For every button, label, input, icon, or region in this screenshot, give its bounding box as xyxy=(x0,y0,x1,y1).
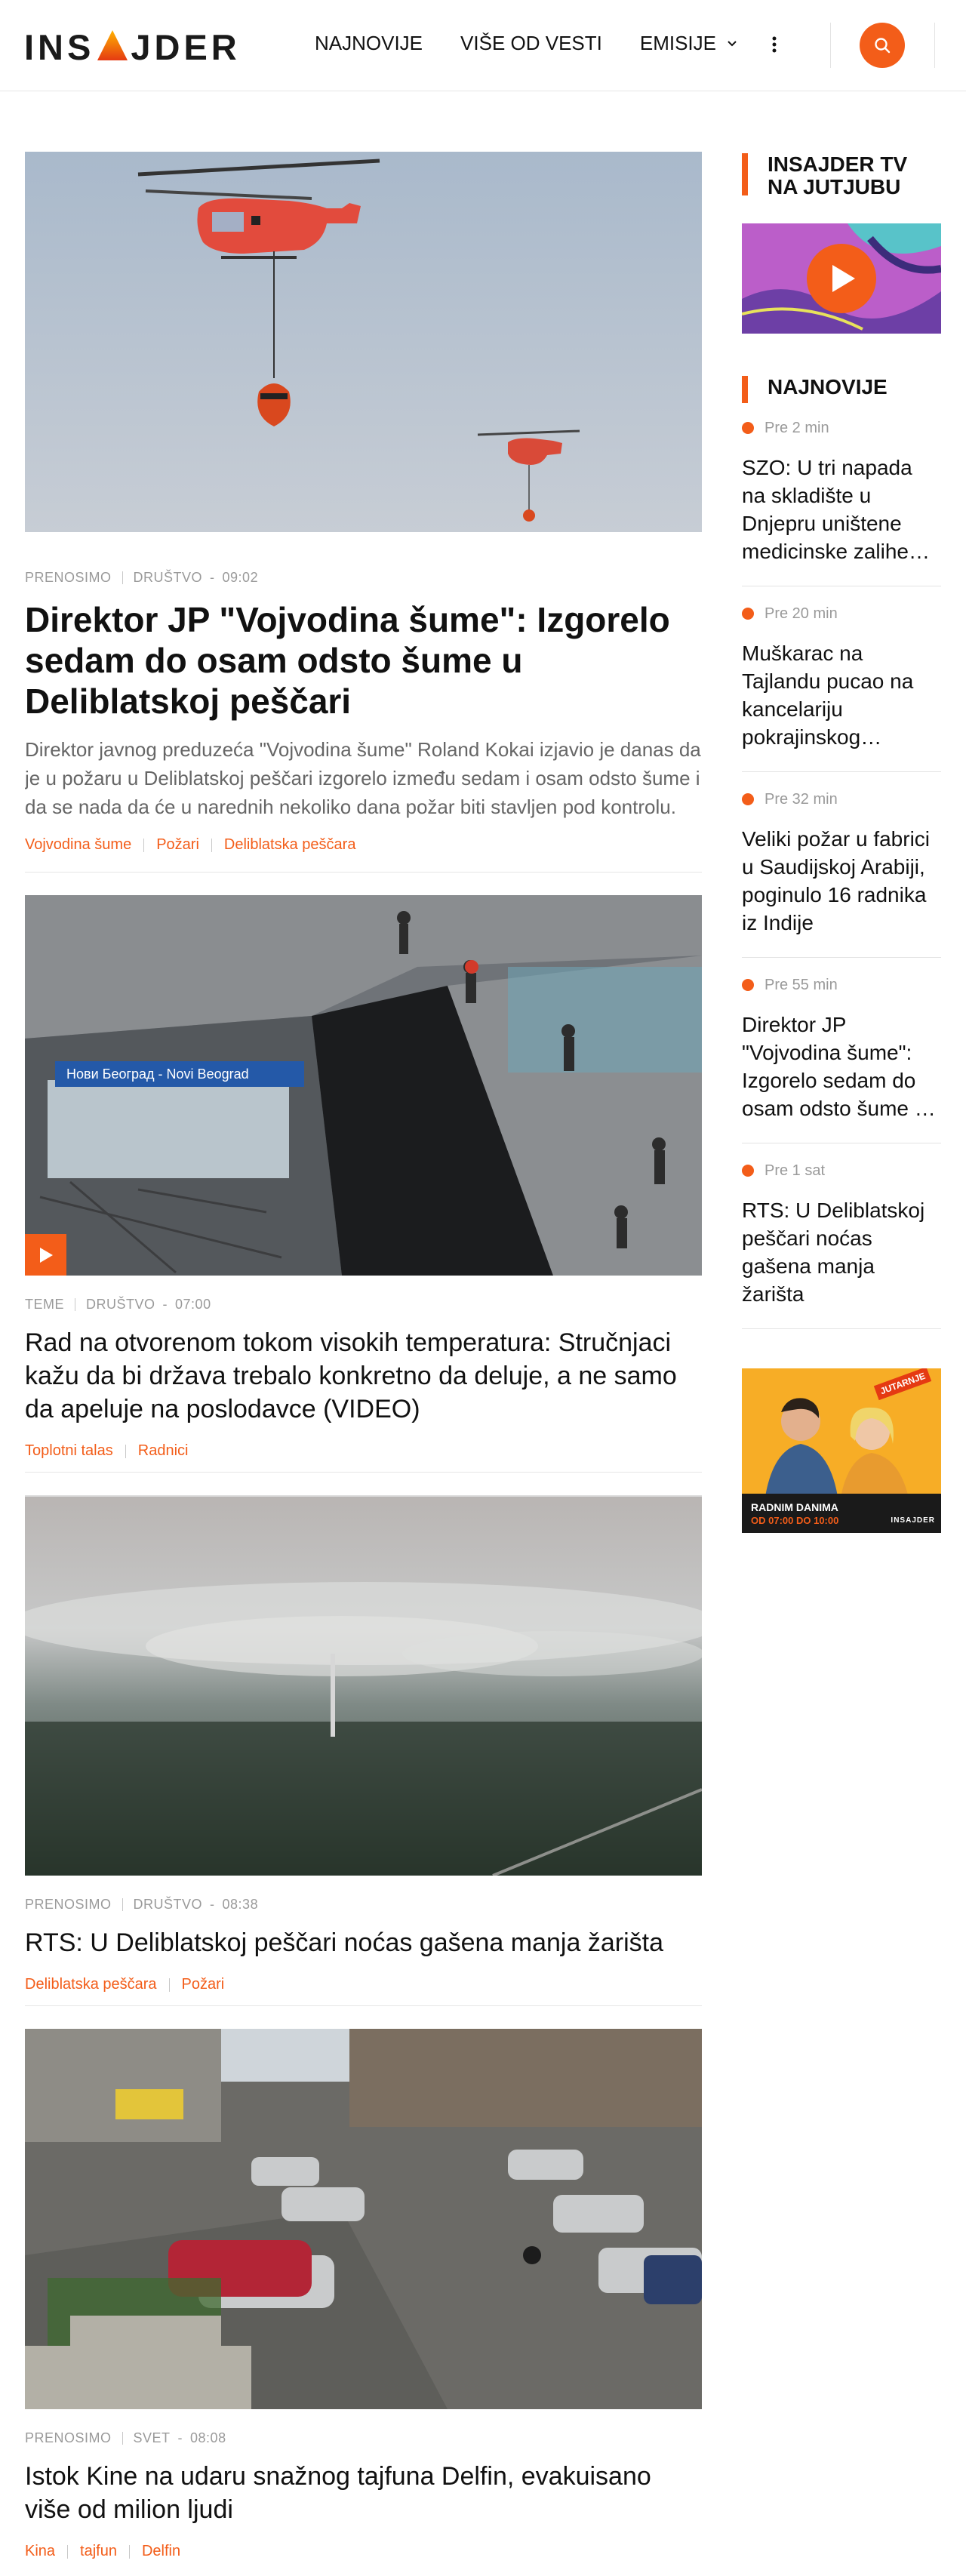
promo-line-2: OD 07:00 DO 10:00 xyxy=(751,1515,839,1526)
site-logo[interactable] xyxy=(24,27,241,66)
article-card xyxy=(25,2029,702,2560)
article-meta: TEME DRUŠTVO - 07:00 xyxy=(25,1297,211,1312)
article-card xyxy=(25,1495,702,1993)
news-title[interactable]: SZO: U tri napada na skladište u Dnjepru uništene medicinske zalihe xyxy=(742,456,912,563)
news-time: Pre 20 min xyxy=(764,605,838,622)
article-kicker[interactable]: TEME xyxy=(25,1297,65,1312)
news-title[interactable]: Veliki požar u fabrici u Saudijskoj Arabiji, poginulo 16 radnika iz Indije xyxy=(742,827,931,934)
sidebar-latest-heading xyxy=(742,376,941,403)
article-kicker[interactable]: PRENOSIMO xyxy=(25,570,112,585)
promo-line-1: RADNIM DANIMA xyxy=(751,1501,838,1513)
article-title[interactable]: Direktor JP "Vojvodina šume": Izgorelo sedam do osam odsto šume u Deliblatskoj peščari xyxy=(25,600,670,721)
news-dot-icon xyxy=(742,608,754,620)
sidebar-tv-title[interactable]: INSAJDER TV NA JUTJUBU xyxy=(768,152,908,199)
morning-show-promo[interactable] xyxy=(742,1368,941,1533)
latest-news-item[interactable] xyxy=(742,605,941,772)
header-divider xyxy=(830,23,831,68)
article-tags xyxy=(25,2543,702,2560)
news-time: Pre 1 sat xyxy=(764,1162,826,1179)
tag-link[interactable]: tajfun xyxy=(80,2543,117,2559)
tag-link[interactable]: Kina xyxy=(25,2543,56,2559)
article-meta: PRENOSIMO DRUŠTVO - 09:02 xyxy=(25,570,259,585)
latest-news-item[interactable] xyxy=(742,976,941,1143)
logo-text-left: INS xyxy=(24,26,95,67)
article-image-typhoon[interactable] xyxy=(25,2029,702,2409)
article-divider xyxy=(25,1472,702,1473)
logo-triangle-icon xyxy=(96,29,129,62)
news-title[interactable]: Direktor JP "Vojvodina šume": Izgorelo sedam do osam odsto šume u xyxy=(742,1013,927,1120)
tag-link[interactable]: Deliblatska peščara xyxy=(223,836,356,853)
article-image-helicopters[interactable] xyxy=(25,152,702,532)
article-image-forest-smoke[interactable] xyxy=(25,1495,702,1876)
article-meta: PRENOSIMO SVET - 08:08 xyxy=(25,2430,226,2445)
news-time: Pre 55 min xyxy=(764,976,838,993)
tag-link[interactable]: Vojvodina šume xyxy=(25,836,132,853)
more-vertical-icon[interactable] xyxy=(767,32,782,57)
search-icon xyxy=(873,36,891,54)
article-category[interactable]: DRUŠTVO xyxy=(133,570,203,585)
article-title[interactable]: Rad na otvorenom tokom visokih temperatura: Stručnjaci kažu da bi država trebalo konkretno da deluje, a ne samo da apeluje na poslodavce (VIDEO) xyxy=(25,1328,677,1423)
promo-badge: JUTARNJE xyxy=(873,1368,931,1400)
article-title[interactable]: Istok Kine na udaru snažnog tajfuna Delfin, evakuisano više od milion ljudi xyxy=(25,2462,651,2524)
article-kicker[interactable]: PRENOSIMO xyxy=(25,2430,112,2445)
article-time: 08:38 xyxy=(222,1897,259,1912)
article-title[interactable]: RTS: U Deliblatskoj peščari noćas gašena manja žarišta xyxy=(25,1928,663,1957)
tag-link[interactable]: Radnici xyxy=(137,1442,189,1459)
tag-link[interactable]: Požari xyxy=(156,836,199,853)
nav-emisije[interactable]: EMISIJE xyxy=(640,32,737,55)
tag-link[interactable]: Deliblatska peščara xyxy=(25,1976,157,1993)
article-category[interactable]: SVET xyxy=(133,2430,171,2445)
article-category[interactable]: DRUŠTVO xyxy=(133,1897,203,1912)
header-divider xyxy=(934,23,935,68)
youtube-video-thumbnail[interactable] xyxy=(742,223,941,334)
article-tags xyxy=(25,1442,702,1460)
latest-news-item[interactable] xyxy=(742,790,941,958)
news-time: Pre 2 min xyxy=(764,419,829,436)
article-card xyxy=(25,895,702,1460)
site-header xyxy=(0,0,966,91)
article-time: 07:00 xyxy=(175,1297,211,1312)
video-play-badge[interactable] xyxy=(25,1234,66,1276)
nav-vise-od-vesti[interactable]: VIŠE OD VESTI xyxy=(460,32,602,54)
article-time: 09:02 xyxy=(222,570,259,585)
article-tags xyxy=(25,1976,702,1993)
logo-text-right: JDER xyxy=(131,26,241,67)
sidebar-tv-heading xyxy=(742,153,941,199)
sidebar-tv-section xyxy=(742,153,941,403)
article-divider xyxy=(25,2005,702,2006)
chevron-down-icon xyxy=(727,38,737,49)
article-lead: Direktor javnog preduzeća "Vojvodina šume" Roland Kokai izjavio je danas da je u požaru u Deliblatskoj peščari izgorelo između sedam i osam odsto šume i da se nada da će u narednih nekoliko dana požar biti stavljen pod kontrolu. xyxy=(25,738,701,818)
news-dot-icon xyxy=(742,1165,754,1177)
tag-link[interactable]: Delfin xyxy=(141,2543,181,2559)
news-dot-icon xyxy=(742,422,754,434)
article-kicker[interactable]: PRENOSIMO xyxy=(25,1897,112,1912)
article-time: 08:08 xyxy=(190,2430,226,2445)
article-image-workers[interactable] xyxy=(25,895,702,1276)
sidebar-latest-title[interactable]: NAJNOVIJE xyxy=(768,375,888,399)
nav-najnovije[interactable]: NAJNOVIJE xyxy=(315,32,423,54)
station-sign-text: Нови Београд - Novi Beograd xyxy=(66,1066,249,1082)
tag-link[interactable]: Toplotni talas xyxy=(25,1442,113,1459)
latest-news-item[interactable] xyxy=(742,1162,941,1329)
news-dot-icon xyxy=(742,793,754,805)
news-dot-icon xyxy=(742,979,754,991)
article-divider xyxy=(25,872,702,873)
news-title[interactable]: RTS: U Deliblatskoj peščari noćas gašena manja žarišta xyxy=(742,1199,925,1306)
article-meta: PRENOSIMO DRUŠTVO - 08:38 xyxy=(25,1897,259,1912)
search-button[interactable] xyxy=(860,23,905,68)
article-tags xyxy=(25,836,702,854)
main-nav xyxy=(315,32,775,55)
article-category[interactable]: DRUŠTVO xyxy=(86,1297,155,1312)
tag-link[interactable]: Požari xyxy=(181,1976,225,1993)
promo-brand: INSAJDER xyxy=(891,1516,935,1525)
news-time: Pre 32 min xyxy=(764,790,838,808)
latest-news-item[interactable] xyxy=(742,419,941,586)
play-icon xyxy=(38,1247,54,1263)
news-title[interactable]: Muškarac na Tajlandu pucao na kancelariju pokrajinskog xyxy=(742,642,914,749)
article-card xyxy=(25,152,702,854)
